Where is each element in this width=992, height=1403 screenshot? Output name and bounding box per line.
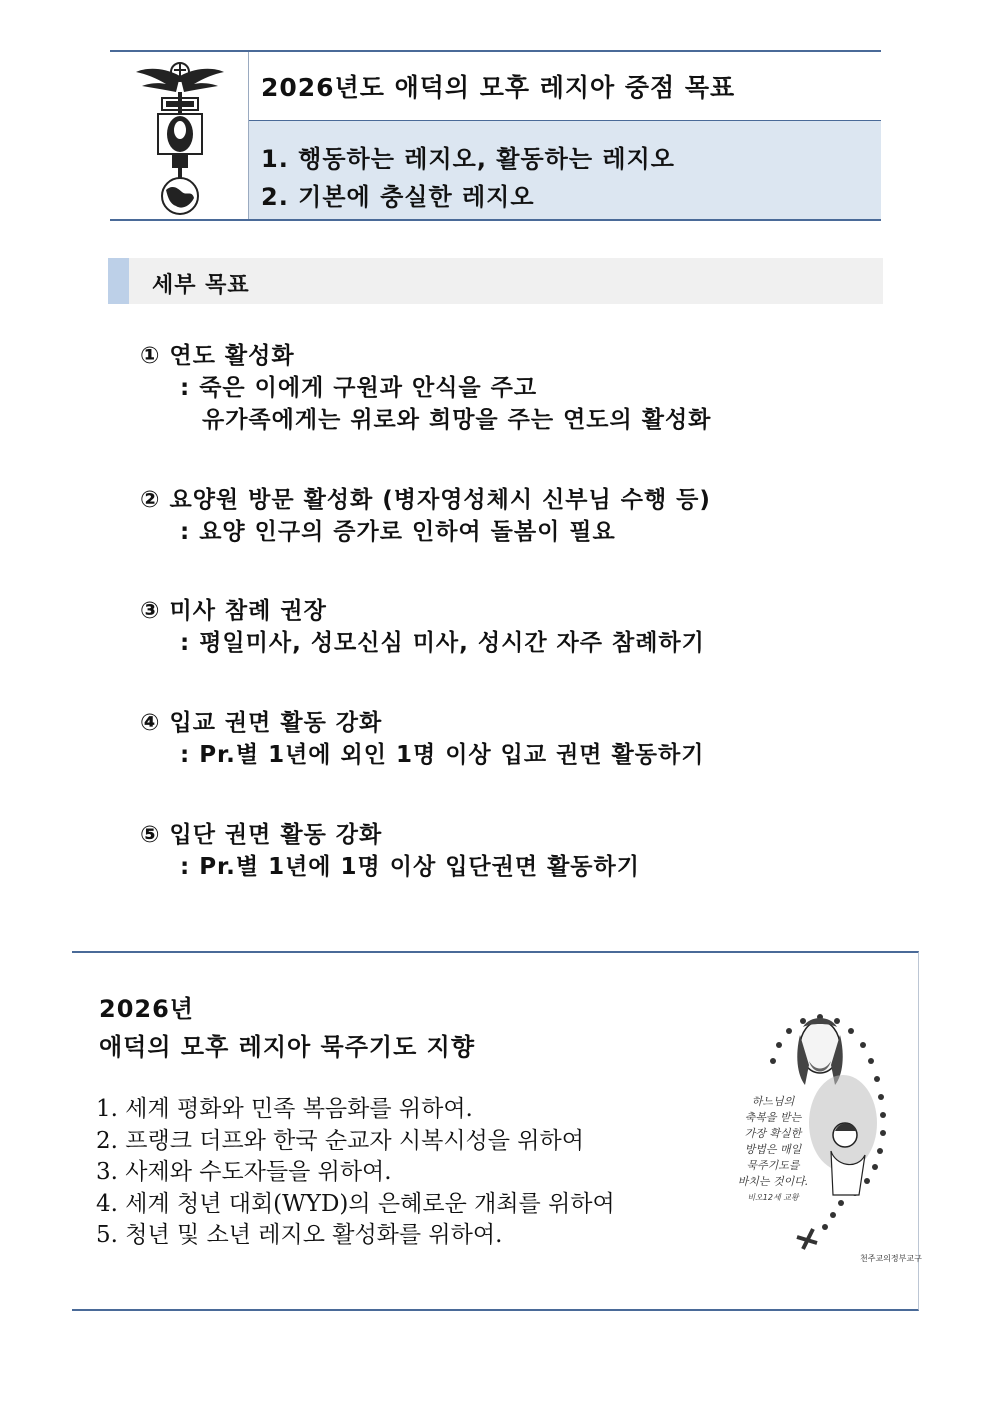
section-heading-accent-bar <box>108 258 129 304</box>
detail-goal-desc: : 평일미사, 성모신심 미사, 성시간 자주 참례하기 <box>180 630 705 656</box>
caption-line: 축복을 받는 <box>744 1111 802 1124</box>
section-heading <box>108 258 883 304</box>
detail-goal-desc: : Pr.별 1년에 1명 이상 입단권면 활동하기 <box>180 854 640 880</box>
intention-item: 3. 사제와 수도자들을 위하여. <box>96 1159 392 1185</box>
detail-goal-title: ① 연도 활성화 <box>140 343 295 369</box>
illustration-footer: 천주교의정부교구 <box>860 1254 922 1263</box>
detail-goal-desc: : 죽은 이에게 구원과 안식을 주고 <box>180 375 538 401</box>
caption-line: 가장 확실한 <box>744 1127 802 1140</box>
rosary-year: 2026년 <box>99 995 194 1023</box>
rosary-intentions-list <box>96 1094 615 1252</box>
detail-goal-desc: : Pr.별 1년에 외인 1명 이상 입교 권면 활동하기 <box>180 742 705 768</box>
legion-logo-cell <box>110 52 249 219</box>
detail-goal-title: ④ 입교 권면 활동 강화 <box>140 710 383 736</box>
caption-line: 묵주기도를 <box>746 1159 800 1172</box>
detail-goal-title: ③ 미사 참례 권장 <box>140 598 327 624</box>
detail-goal-title: ⑤ 입단 권면 활동 강화 <box>140 822 383 848</box>
intention-item: 5. 청년 및 소년 레지오 활성화를 위하여. <box>96 1222 503 1248</box>
detail-goal-3 <box>140 595 705 659</box>
detail-goal-desc: : 요양 인구의 증가로 인하여 돌봄이 필요 <box>180 519 616 545</box>
rosary-intentions-box <box>72 951 922 1311</box>
focus-goal-1: 1. 행동하는 레지오, 활동하는 레지오 <box>261 145 675 173</box>
caption-line: 바치는 것이다. <box>737 1175 809 1188</box>
goals-header-table <box>110 50 881 221</box>
illustration-caption <box>724 1094 822 1206</box>
detail-goal-title: ② 요양원 방문 활성화 (병자영성체시 신부님 수행 등) <box>140 487 711 513</box>
section-heading-label: 세부 목표 <box>152 273 250 298</box>
detail-goal-4 <box>140 707 704 771</box>
detail-goal-5 <box>140 819 640 883</box>
detail-goal-desc-cont: 유가족에게는 위로와 희망을 주는 연도의 활성화 <box>202 407 712 433</box>
rosary-title: 애덕의 모후 레지아 묵주기도 지향 <box>99 1033 475 1061</box>
legion-vexillum-logo <box>132 58 228 216</box>
detail-goal-2 <box>140 484 711 548</box>
intention-item: 1. 세계 평화와 민족 복음화를 위하여. <box>96 1096 473 1122</box>
intention-item: 4. 세계 청년 대회(WYD)의 은혜로운 개최를 위하여 <box>96 1190 615 1217</box>
focus-goal-2: 2. 기본에 충실한 레지오 <box>261 183 535 211</box>
caption-line: 방법은 매일 <box>744 1143 802 1156</box>
caption-line: 하느님의 <box>751 1095 795 1108</box>
title-cell <box>249 52 881 121</box>
page-title: 2026년도 애덕의 모후 레지아 중점 목표 <box>261 73 736 102</box>
caption-signature: 비오12세 교황 <box>747 1193 799 1202</box>
focus-goals-cell <box>249 121 881 219</box>
detail-goal-1 <box>140 340 711 436</box>
intention-item: 2. 프랭크 더프와 한국 순교자 시복시성을 위하여 <box>96 1127 584 1154</box>
